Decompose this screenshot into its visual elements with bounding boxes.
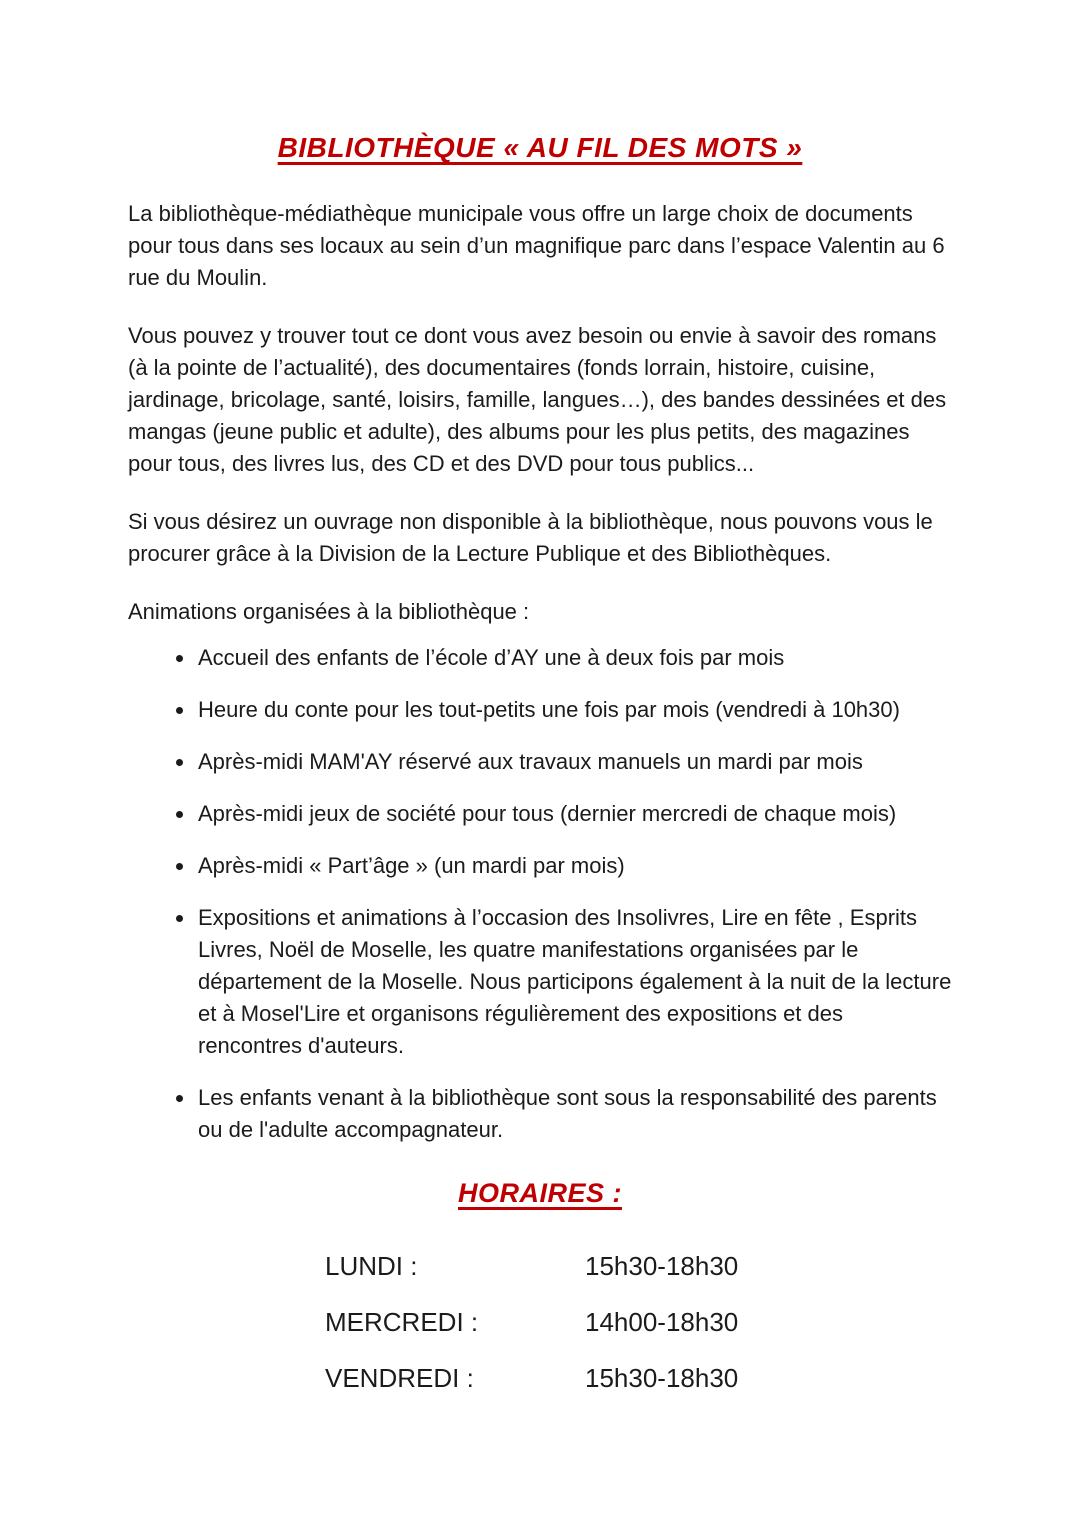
list-item: • Après-midi « Part’âge » (un mardi par mois)	[196, 850, 952, 882]
schedule-row	[325, 1306, 952, 1339]
animations-intro: Animations organisées à la bibliothèque :	[128, 599, 530, 624]
list-item: • Heure du conte pour les tout-petits une fois par mois (vendredi à 10h30)	[196, 694, 952, 726]
schedule	[325, 1250, 952, 1395]
schedule-day: VENDREDI :	[325, 1363, 474, 1393]
schedule-day: LUNDI :	[325, 1251, 418, 1281]
schedule-hours: 15h30-18h30	[585, 1363, 739, 1393]
list-item: • Après-midi MAM'AY réservé aux travaux manuels un mardi par mois	[196, 746, 952, 778]
animations-list	[128, 642, 952, 1146]
schedule-day: MERCREDI :	[325, 1307, 479, 1337]
collections-paragraph: Vous pouvez y trouver tout ce dont vous avez besoin ou envie à savoir des romans (à la pointe de l’actualité), des documentaires (fonds lorrain, histoire, cuisine, jardinage, bricolage, santé, loisirs, famille, langues…), des bandes dessinées et des mangas (jeune public et adulte), des albums pour les plus petits, des magazines pour tous, des livres lus, des CD et des DVD pour tous publics...	[128, 323, 947, 476]
page-title: BIBLIOTHÈQUE « AU FIL DES MOTS »	[277, 132, 803, 163]
list-item: • Expositions et animations à l’occasion des Insolivres, Lire en fête , Esprits Livres, Noël de Moselle, les quatre manifestations organisées par le département de la Moselle. Nous participons également à la nuit de la lecture et à Mosel'Lire et organisons régulièrement des expositions et des rencontres d'auteurs.	[196, 902, 952, 1062]
list-item: • Les enfants venant à la bibliothèque sont sous la responsabilité des parents ou de l'adulte accompagnateur.	[196, 1082, 952, 1146]
list-item: • Accueil des enfants de l’école d’AY une à deux fois par mois	[196, 642, 952, 674]
procurement-paragraph: Si vous désirez un ouvrage non disponible à la bibliothèque, nous pouvons vous le procurer grâce à la Division de la Lecture Publique et des Bibliothèques.	[128, 509, 933, 566]
schedule-row	[325, 1362, 952, 1395]
horaires-heading: HORAIRES :	[457, 1178, 622, 1208]
list-item: • Après-midi jeux de société pour tous (dernier mercredi de chaque mois)	[196, 798, 952, 830]
intro-paragraph: La bibliothèque-médiathèque municipale vous offre un large choix de documents pour tous dans ses locaux au sein d’un magnifique parc dans l’espace Valentin au 6 rue du Moulin.	[128, 201, 945, 290]
schedule-hours: 14h00-18h30	[585, 1307, 739, 1337]
schedule-row	[325, 1250, 952, 1283]
schedule-hours: 15h30-18h30	[585, 1251, 739, 1281]
